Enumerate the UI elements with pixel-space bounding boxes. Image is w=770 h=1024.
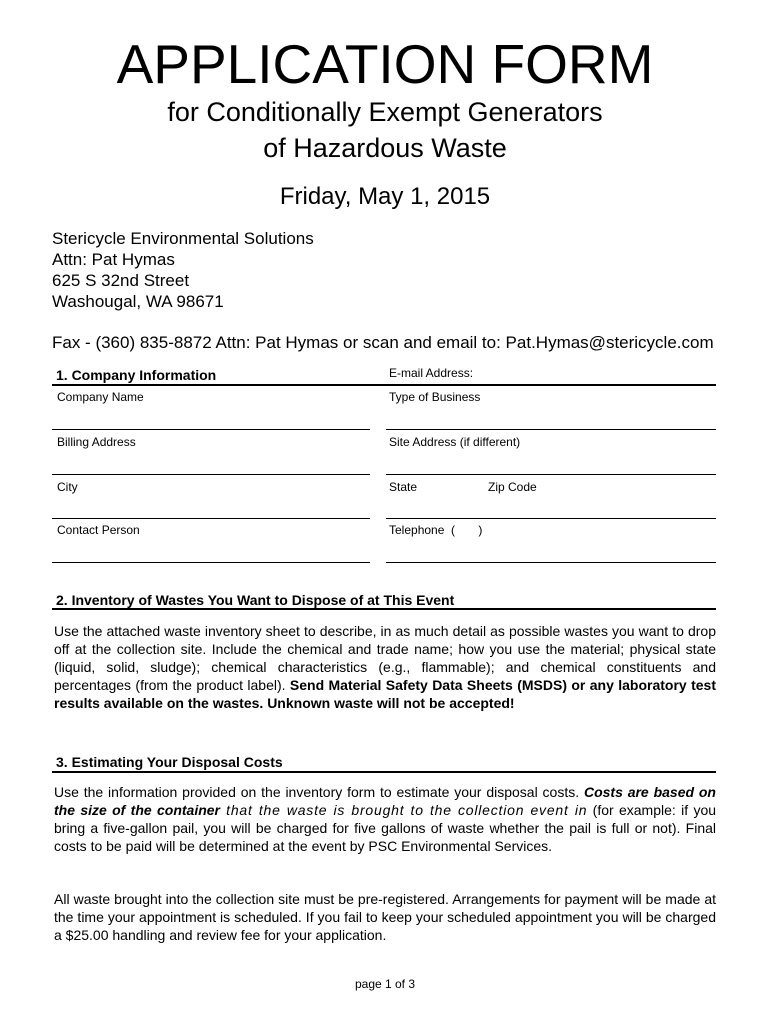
- section1-heading: 1. Company Information: [56, 367, 217, 383]
- billing-address-label: Billing Address: [57, 435, 136, 449]
- contact-person-field[interactable]: [52, 562, 370, 563]
- section3-p1-italic: that the waste is brought to the collection event in: [220, 802, 588, 818]
- form-subtitle-line2: of Hazardous Waste: [263, 133, 507, 163]
- section2-body-text: Use the attached waste inventory sheet to describe, in as much detail as possible wastes you want to drop off at the collection site. Include the chemical and trade name; how you use the material; physical state (liquid, solid, sludge); chemical characteristics (e.g., flammable); and chemical constituents and percentages (from the product label).: [54, 623, 716, 693]
- section2-heading: 2. Inventory of Wastes You Want to Dispose of at This Event: [56, 592, 455, 608]
- billing-address-field[interactable]: [52, 474, 370, 475]
- telephone-label: Telephone ( ): [389, 523, 483, 537]
- section3-paragraph2: All waste brought into the collection site must be pre-registered. Arrangements for payment will be made at the time your appointment is scheduled. If you fail to keep your scheduled appointment you will be charged a $25.00 handling and review fee for your application.: [54, 891, 716, 943]
- type-of-business-label: Type of Business: [389, 390, 481, 404]
- section3-p1-bold-italic: Costs are based on the size of the container: [54, 784, 716, 818]
- address-line-city: Washougal, WA 98671: [52, 292, 224, 311]
- telephone-field[interactable]: [386, 562, 716, 563]
- form-subtitle-line1: for Conditionally Exempt Generators: [167, 97, 603, 127]
- form-date: Friday, May 1, 2015: [279, 183, 491, 210]
- contact-person-label: Contact Person: [57, 523, 140, 537]
- section2-body: [54, 622, 716, 712]
- city-field[interactable]: [52, 518, 370, 519]
- company-name-field[interactable]: [52, 429, 370, 430]
- address-line-company: Stericycle Environmental Solutions: [52, 229, 314, 248]
- state-label: State: [389, 480, 418, 494]
- zip-code-label: Zip Code: [488, 480, 537, 494]
- site-address-field[interactable]: [386, 474, 716, 475]
- city-label: City: [57, 480, 78, 494]
- section3-heading: 3. Estimating Your Disposal Costs: [56, 754, 283, 770]
- page-number: page 1 of 3: [354, 977, 416, 991]
- site-address-label: Site Address (if different): [389, 435, 521, 449]
- fax-email-instructions: Fax - (360) 835-8872 Attn: Pat Hymas or scan and email to: Pat.Hymas@stericycle.com: [52, 333, 714, 352]
- section2-body-bold: Send Material Safety Data Sheets (MSDS) or any laboratory test results available on the wastes. Unknown waste will not be accepted!: [54, 677, 716, 711]
- form-title: APPLICATION FORM: [116, 33, 654, 95]
- section3-p1-end: (for example: if you bring a five-gallon pail, you will be charged for five gallons of waste whether the pail is full or not). Final costs to be paid will be determined at the event by PSC Environmental Services.: [54, 802, 717, 854]
- address-line-street: 625 S 32nd Street: [52, 271, 190, 290]
- section3-heading-rule: [52, 771, 716, 773]
- company-name-label: Company Name: [57, 390, 144, 404]
- section1-heading-rule: [52, 384, 716, 386]
- section3-paragraph1: [54, 783, 716, 855]
- section2-heading-rule: [52, 608, 716, 610]
- type-of-business-field[interactable]: [386, 429, 716, 430]
- state-zip-field[interactable]: [386, 518, 716, 519]
- address-line-attn: Attn: Pat Hymas: [52, 250, 175, 269]
- email-address-label: E-mail Address:: [389, 366, 474, 380]
- section3-p1-start: Use the information provided on the inventory form to estimate your disposal costs.: [54, 784, 584, 800]
